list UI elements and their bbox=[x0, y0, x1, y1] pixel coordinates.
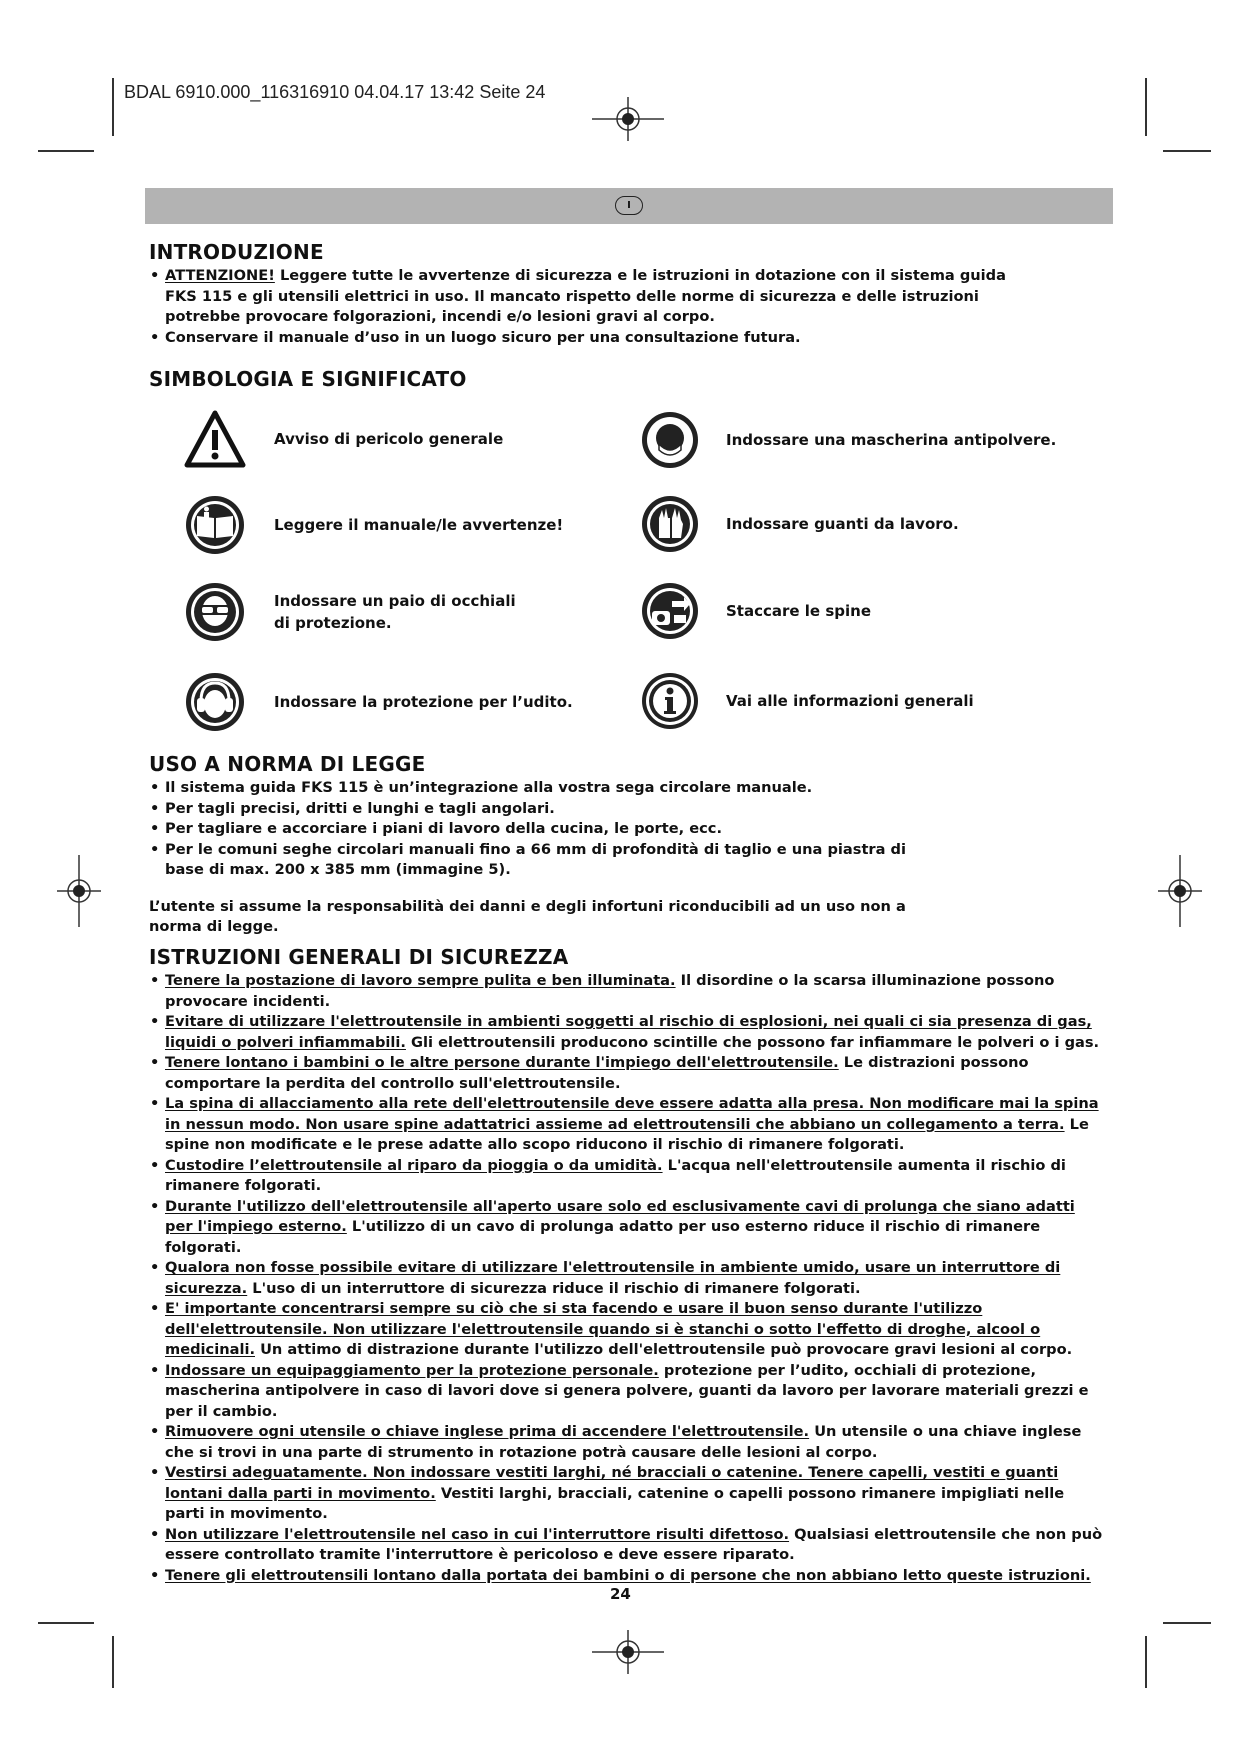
uso-item: • Per le comuni seghe circolari manuali fino a 66 mm di profondità di taglio e una piastra di base di max. 200 x 385 mm (immagine 5). bbox=[149, 840, 909, 881]
safety-item: • Non utilizzare l'elettroutensile nel caso in cui l'interruttore risulti difettoso. Qualsiasi elettroutensile che non può essere controllato tramite l'interruttore è pericoloso e deve essere riparato. bbox=[149, 1525, 1104, 1566]
safety-item: • E' importante concentrarsi sempre su ciò che si sta facendo e usare il buon senso durante l'utilizzo dell'elettroutensile. Non utilizzare l'elettroutensile quando si è stanchi o sotto l'effetto di droghe, alcool o medicinali. Un attimo di distrazione durante l'utilizzo dell'elettroutensile può provocare gravi lesioni al corpo. bbox=[149, 1299, 1104, 1361]
registration-mark-left bbox=[57, 855, 101, 927]
safety-item: • Evitare di utilizzare l'elettroutensile in ambienti soggetti al rischio di esplosioni, nei quali ci sia presenza di gas, liquidi o polveri infiammabili. Gli elettroutensili producono scintille che possono far infiammare le polveri o i gas. bbox=[149, 1012, 1104, 1053]
safety-item: • Indossare un equipaggiamento per la protezione personale. protezione per l’udito, occhiali di protezione, mascherina antipolvere in caso di lavori dove si genera polvere, guanti da lavoro per lavorare materiali grezzi e per il cambio. bbox=[149, 1361, 1104, 1423]
symbol-item: Indossare una mascherina antipolvere. bbox=[640, 410, 1056, 470]
symbol-item: Staccare le spine bbox=[640, 581, 871, 641]
symbol-item: Indossare la protezione per l’udito. bbox=[184, 671, 573, 733]
intro-item: • Conservare il manuale d’uso in un luogo sicuro per una consultazione futura. bbox=[149, 328, 1029, 349]
symbol-item: Leggere il manuale/le avvertenze! bbox=[184, 494, 563, 556]
symbol-item: Vai alle informazioni generali bbox=[640, 671, 974, 731]
page-number: 24 bbox=[610, 1585, 631, 1603]
intro-item: • ATTENZIONE! Leggere tutte le avvertenze di sicurezza e le istruzioni in dotazione con il sistema guida FKS 115 e gli utensili elettrici in uso. Il mancato rispetto delle norme di sicurezza e delle istruzioni potrebbe provocare folgorazioni, incendi e/o lesioni gravi al corpo. bbox=[149, 266, 1029, 328]
uso-item: • Per tagliare e accorciare i piani di lavoro della cucina, le porte, ecc. bbox=[149, 819, 909, 840]
safety-goggles-icon bbox=[184, 581, 246, 643]
unplug-icon bbox=[640, 581, 700, 641]
safety-item: • Qualora non fosse possibile evitare di utilizzare l'elettroutensile in ambiente umido, usare un interruttore di sicurezza. L'uso di un interruttore di sicurezza riduce il rischio di rimanere folgorati. bbox=[149, 1258, 1104, 1299]
print-header: BDAL 6910.000_116316910 04.04.17 13:42 Seite 24 bbox=[124, 82, 546, 102]
uso-item: • Il sistema guida FKS 115 è un’integrazione alla vostra sega circolare manuale. bbox=[149, 778, 909, 799]
symbol-item: Indossare un paio di occhiali di protezione. bbox=[184, 581, 516, 643]
info-icon bbox=[640, 671, 700, 731]
intro-section bbox=[149, 266, 1029, 348]
registration-mark-bottom bbox=[592, 1630, 664, 1674]
safety-item: • Rimuovere ogni utensile o chiave inglese prima di accendere l'elettroutensile. Un utensile o una chiave inglese che si trovi in una parte di strumento in rotazione potrà causare delle lesioni al corpo. bbox=[149, 1422, 1104, 1463]
uso-note: L’utente si assume la responsabilità dei danni e degli infortuni riconducibili ad un uso non a norma di legge. bbox=[149, 897, 906, 935]
safety-item: • Custodire l’elettroutensile al riparo da pioggia o da umidità. L'acqua nell'elettroutensile aumenta il rischio di rimanere folgorati. bbox=[149, 1156, 1104, 1197]
uso-item: • Per tagli precisi, dritti e lunghi e tagli angolari. bbox=[149, 799, 909, 820]
safety-item: • Tenere gli elettroutensili lontano dalla portata dei bambini o di persone che non abbiano letto queste istruzioni. bbox=[149, 1566, 1104, 1587]
uso-section bbox=[149, 778, 909, 938]
dust-mask-icon bbox=[640, 410, 700, 470]
language-badge: I bbox=[615, 196, 643, 215]
safety-item: • Durante l'utilizzo dell'elettroutensile all'aperto usare solo ed esclusivamente cavi di prolunga che siano adatti per l'impiego esterno. L'utilizzo di un cavo di prolunga adatto per uso esterno riduce il rischio di rimanere folgorati. bbox=[149, 1197, 1104, 1259]
warning-triangle-icon bbox=[184, 410, 246, 468]
safety-section bbox=[149, 971, 1104, 1586]
safety-item: • Vestirsi adeguatamente. Non indossare vestiti larghi, né bracciali o catenine. Tenere capelli, vestiti e guanti lontani dalla parti in movimento. Vestiti larghi, bracciali, catenine o capelli possono rimanere impigliati nelle parti in movimento. bbox=[149, 1463, 1104, 1525]
safety-item: • La spina di allacciamento alla rete dell'elettroutensile deve essere adatta alla presa. Non modificare mai la spina in nessun modo. Non usare spine adattatrici assieme ad elettroutensili che abbiano un collegamento a terra. Le spine non modificate e le prese adatte allo scopo riducono il rischio di rimanere folgorati. bbox=[149, 1094, 1104, 1156]
symbols-title: SIMBOLOGIA E SIGNIFICATO bbox=[149, 367, 467, 391]
registration-mark-top bbox=[592, 97, 664, 141]
work-gloves-icon bbox=[640, 494, 700, 554]
safety-title: ISTRUZIONI GENERALI DI SICUREZZA bbox=[149, 945, 569, 969]
registration-mark-right bbox=[1158, 855, 1202, 927]
ear-protection-icon bbox=[184, 671, 246, 733]
intro-title: INTRODUZIONE bbox=[149, 240, 324, 264]
safety-item: • Tenere la postazione di lavoro sempre pulita e ben illuminata. Il disordine o la scarsa illuminazione possono provocare incidenti. bbox=[149, 971, 1104, 1012]
symbol-item: Avviso di pericolo generale bbox=[184, 410, 503, 468]
read-manual-icon bbox=[184, 494, 246, 556]
safety-item: • Tenere lontano i bambini o le altre persone durante l'impiego dell'elettroutensile. Le distrazioni possono comportare la perdita del controllo sull'elettroutensile. bbox=[149, 1053, 1104, 1094]
uso-title: USO A NORMA DI LEGGE bbox=[149, 752, 426, 776]
symbol-item: Indossare guanti da lavoro. bbox=[640, 494, 959, 554]
